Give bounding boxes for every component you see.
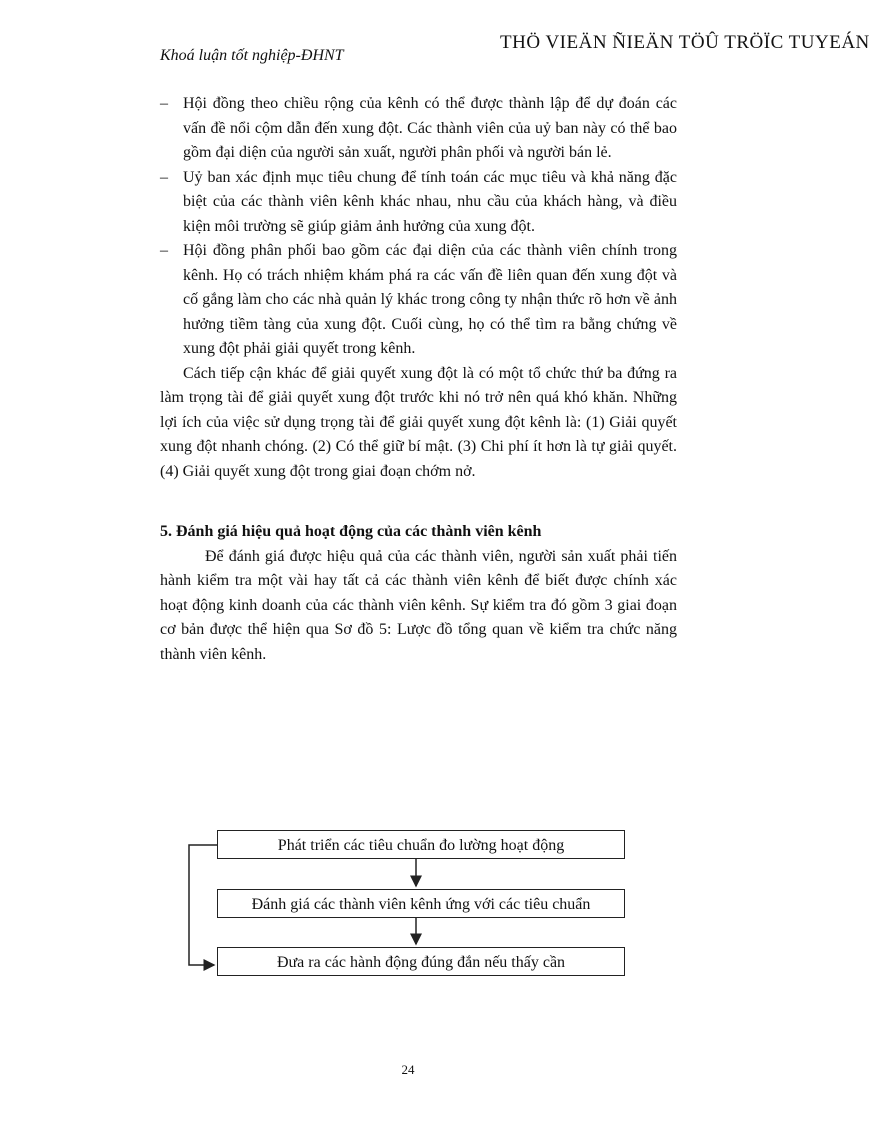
section-heading: 5. Đánh giá hiệu quả hoạt động của các thành viên kênh bbox=[160, 523, 542, 540]
dash-marker: – bbox=[160, 168, 168, 186]
bullet-text: Uỷ ban xác định mục tiêu chung để tính toán các mục tiêu và khả năng đặc biệt của các thành viên kênh khác nhau, nhu cầu của khách hàng, và điều kiện môi trường sẽ giúp giảm ảnh hưởng của xung đột. bbox=[183, 168, 677, 235]
document-header-title: Khoá luận tốt nghiệp-ĐHNT bbox=[160, 47, 344, 64]
paragraph-arbitration: Cách tiếp cận khác để giải quyết xung đột là có một tổ chức thứ ba đứng ra làm trọng tài để giải quyết xung đột trước khi nó trở nên quá khó khăn. Những lợi ích của việc sử dụng trọng tài để giải quyết xung đột kênh là: (1) Giải quyết xung đột nhanh chóng. (2) Có thể giữ bí mật. (3) Chi phí ít hơn là tự giải quyết. (4) Giải quyết xung đột trong giai đoạn chớm nở. bbox=[160, 364, 677, 480]
dash-marker: – bbox=[160, 242, 168, 259]
bullet-text: Hội đồng theo chiều rộng của kênh có thể được thành lập để dự đoán các vấn đề nổi cộm dẫn đến xung đột. Các thành viên của uỷ ban này có thể bao gồm đại diện của người sản xuất, người phân phối và người bán lẻ. bbox=[183, 95, 677, 161]
bullet-text: Hội đồng phân phối bao gồm các đại diện của các thành viên chính trong kênh. Họ có trách nhiệm khám phá ra các vấn đề liên quan đến xung đột và cố gắng làm cho các nhà quản lý khác trong công ty nhận thức rõ hơn về ảnh hưởng tiềm tàng của xung đột. Cuối cùng, họ có thể tìm ra bằng chứng về xung đột phải giải quyết trong kênh. bbox=[183, 242, 677, 357]
diagram-step-box: Đưa ra các hành động đúng đắn nếu thấy cần bbox=[217, 947, 625, 976]
diagram-step-box: Phát triển các tiêu chuẩn đo lường hoạt động bbox=[217, 830, 625, 859]
dash-marker: – bbox=[160, 95, 168, 112]
page-number: 24 bbox=[401, 1062, 415, 1077]
section-paragraph: Để đánh giá được hiệu quả của các thành viên, người sản xuất phải tiến hành kiểm tra một vài hay tất cả các thành viên kênh để biết được chính xác hoạt động kinh doanh của các thành viên kênh. Sự kiểm tra đó gồm 3 giai đoạn cơ bản được thể hiện qua Sơ đồ 5: Lược đồ tổng quan về kiểm tra chức năng thành viên kênh. bbox=[160, 547, 677, 663]
diagram-step-box: Đánh giá các thành viên kênh ứng với các tiêu chuẩn bbox=[217, 889, 625, 918]
feedback-loop-line bbox=[189, 845, 217, 965]
watermark-text: THÖ VIEÄN ÑIEÄN TÖÛ TRÖÏC TUYEÁN bbox=[500, 32, 870, 53]
